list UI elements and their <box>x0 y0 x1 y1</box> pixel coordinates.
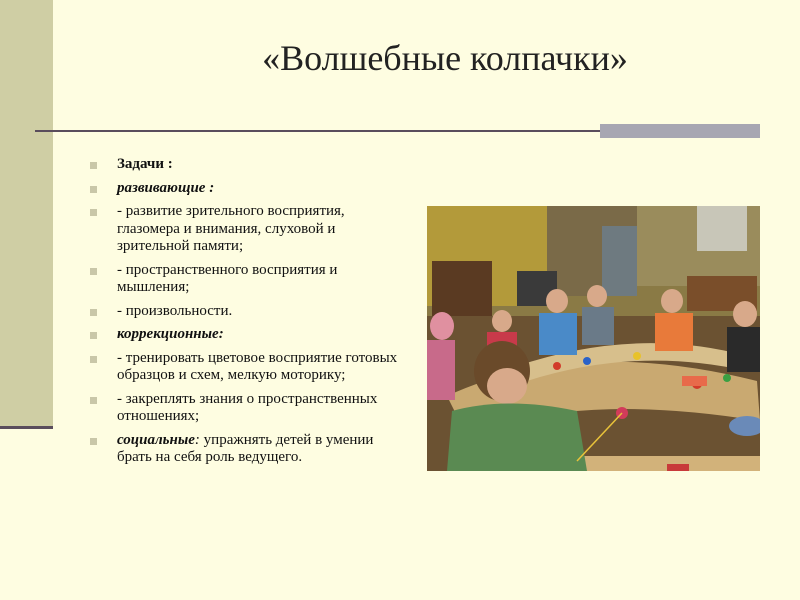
list-item-text: - произвольности. <box>117 302 233 319</box>
square-bullet-icon <box>90 332 97 339</box>
list-item-text: - развитие зрительного восприятия, глазомера и внимания, слуховой и зрительной памяти; <box>117 203 345 254</box>
list-item <box>90 303 410 321</box>
divider-accent-block <box>600 124 760 138</box>
list-item <box>90 156 410 174</box>
square-bullet-icon <box>90 309 97 316</box>
list-item-text: социальные <box>117 431 195 448</box>
slide-title: «Волшебные колпачки» <box>262 38 628 78</box>
list-item-text: - пространственного восприятия и мышления; <box>117 261 338 295</box>
tasks-list <box>90 156 410 473</box>
list-item-text: коррекционные: <box>117 326 224 342</box>
square-bullet-icon <box>90 438 97 445</box>
list-item-text: развивающие : <box>117 179 215 196</box>
square-bullet-icon <box>90 209 97 216</box>
list-item <box>90 350 410 385</box>
list-item <box>90 203 410 256</box>
square-bullet-icon <box>90 162 97 169</box>
list-item <box>90 432 410 467</box>
list-item-text: - закреплять знания о пространственных отношениях; <box>117 390 378 424</box>
list-item-text: упражнять детей в умении брать на себя роль ведущего. <box>117 431 374 465</box>
square-bullet-icon <box>90 186 97 193</box>
square-bullet-icon <box>90 397 97 404</box>
square-bullet-icon <box>90 356 97 363</box>
list-item <box>90 262 410 297</box>
left-decor-band <box>0 0 53 426</box>
list-item-text: Задачи : <box>117 156 173 172</box>
list-item <box>90 326 410 344</box>
list-item-text: - тренировать цветовое восприятие готовых образцов и схем, мелкую моторику; <box>117 349 398 383</box>
list-item <box>90 391 410 426</box>
square-bullet-icon <box>90 268 97 275</box>
children-at-table-photo <box>427 206 760 471</box>
list-item-text: : <box>194 431 204 448</box>
list-item <box>90 180 410 198</box>
left-decor-line <box>0 426 53 429</box>
